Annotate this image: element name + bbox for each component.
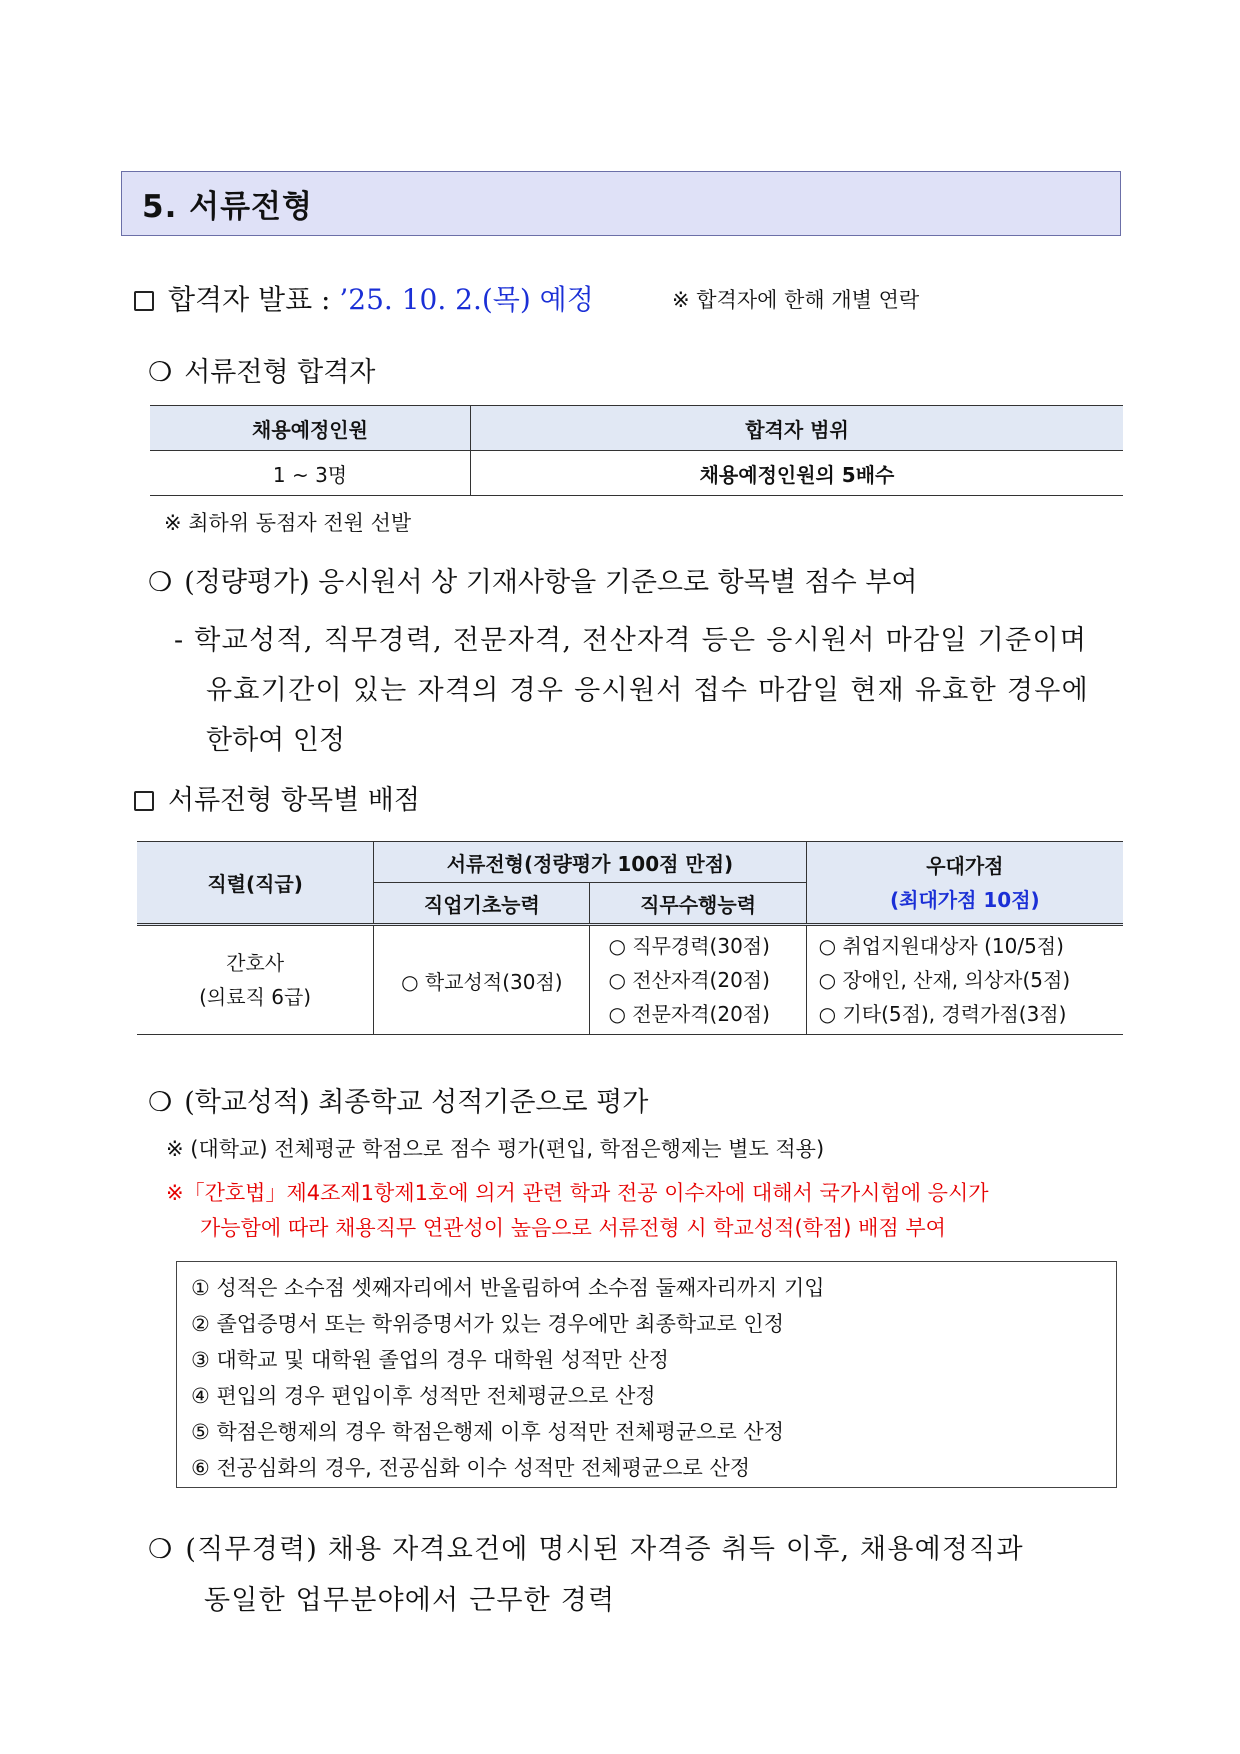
table-cell: 1 ~ 3명: [150, 451, 471, 496]
scoring-heading-text: 서류전형 항목별 배점: [168, 785, 420, 816]
passers-table: [150, 405, 1123, 496]
rule-item: ⑥ 전공심화의 경우, 전공심화 이수 성적만 전체평균으로 산정: [191, 1456, 751, 1480]
table-header-cell: [806, 842, 1123, 925]
table1-note: ※ 최하위 동점자 전원 선발: [164, 511, 412, 535]
table-cell: [806, 925, 1123, 1035]
section-header: [121, 171, 1121, 236]
checkbox-square-icon: [134, 791, 154, 811]
list-item: ○ 장애인, 산재, 의상자(5점): [818, 968, 1071, 992]
quant-line-3: 한하여 인정: [206, 725, 345, 756]
announce-date: ’25. 10. 2.(목) 예정: [339, 283, 594, 316]
announce-note: ※ 합격자에 한해 개별 연락: [672, 288, 920, 312]
rule-item: ② 졸업증명서 또는 학위증명서가 있는 경우에만 최종학교로 인정: [191, 1312, 784, 1336]
table-header-cell: 직렬(직급): [137, 842, 374, 925]
table-header-cell: 직무수행능력: [590, 883, 806, 925]
school-note-2-line-2: 가능함에 따라 채용직무 연관성이 높음으로 서류전형 시 학교성적(학점) 배점 부여: [200, 1216, 946, 1240]
bonus-header: 우대가점: [926, 853, 1004, 878]
list-item: ○ 취업지원대상자 (10/5점): [818, 934, 1064, 958]
job-line-2: (의료직 6급): [199, 985, 312, 1009]
table-header-cell: 직업기초능력: [374, 883, 590, 925]
quant-line-2: 유효기간이 있는 자격의 경우 응시원서 접수 마감일 현재 유효한 경우에: [206, 675, 1090, 706]
circle-bullet-icon: ❍: [148, 1534, 174, 1565]
bonus-header-sub: (최대가점 10점): [889, 887, 1040, 912]
section-title: 5. 서류전형: [142, 189, 313, 225]
passers-heading-text: 서류전형 합격자: [184, 357, 376, 388]
table-header-cell: 서류전형(정량평가 100점 만점): [374, 842, 806, 883]
table-cell: [137, 925, 374, 1035]
table-header-cell: 채용예정인원: [150, 406, 471, 451]
passers-heading: [148, 350, 375, 389]
circle-bullet-icon: ❍: [148, 567, 173, 598]
circle-bullet-icon: ❍: [148, 357, 173, 388]
list-item: ○ 전산자격(20점): [608, 968, 770, 992]
table-header-cell: 합격자 범위: [471, 406, 1124, 451]
checkbox-square-icon: [134, 291, 154, 311]
school-heading-text: (학교성적) 최종학교 성적기준으로 평가: [184, 1087, 649, 1118]
career-heading: [148, 1527, 1024, 1566]
rule-item: ③ 대학교 및 대학원 졸업의 경우 대학원 성적만 산정: [191, 1348, 669, 1372]
table-cell: 채용예정인원의 5배수: [699, 462, 895, 487]
list-item: ○ 전문자격(20점): [608, 1002, 770, 1026]
school-note-2-line-1: ※「간호법」제4조제1항제1호에 의거 관련 학과 전공 이수자에 대해서 국가시험에 응시가: [166, 1181, 989, 1205]
quant-heading: [148, 560, 917, 599]
school-note-1: ※ (대학교) 전체평균 학점으로 점수 평가(편입, 학점은행제는 별도 적용): [166, 1137, 825, 1161]
table-row: [150, 451, 1123, 496]
table-cell: ○ 학교성적(30점): [374, 925, 590, 1035]
table-header-row: [150, 406, 1123, 451]
announce-label: 합격자 발표 :: [168, 283, 340, 316]
quant-line-1: - 학교성적, 직무경력, 전문자격, 전산자격 등은 응시원서 마감일 기준이며: [174, 625, 1088, 656]
announce-line: [134, 278, 594, 318]
school-heading: [148, 1080, 648, 1119]
circle-bullet-icon: ❍: [148, 1087, 173, 1118]
table-header-row: [137, 842, 1123, 883]
career-heading-text: (직무경력) 채용 자격요건에 명시된 자격증 취득 이후, 채용예정직과: [185, 1534, 1024, 1565]
quant-heading-text: (정량평가) 응시원서 상 기재사항을 기준으로 항목별 점수 부여: [184, 567, 918, 598]
rules-box: [176, 1261, 1117, 1488]
rule-item: ⑤ 학점은행제의 경우 학점은행제 이후 성적만 전체평균으로 산정: [191, 1420, 784, 1444]
table-row: [137, 925, 1123, 1035]
career-line-2: 동일한 업무분야에서 근무한 경력: [204, 1585, 616, 1616]
list-item: ○ 기타(5점), 경력가점(3점): [818, 1002, 1067, 1026]
scoring-table: [137, 841, 1123, 1035]
table-cell: [590, 925, 806, 1035]
rule-item: ④ 편입의 경우 편입이후 성적만 전체평균으로 산정: [191, 1384, 656, 1408]
rule-item: ① 성적은 소수점 셋째자리에서 반올림하여 소수점 둘째자리까지 기입: [191, 1276, 825, 1300]
list-item: ○ 직무경력(30점): [608, 934, 770, 958]
job-line-1: 간호사: [226, 951, 285, 975]
scoring-heading: [134, 778, 420, 817]
